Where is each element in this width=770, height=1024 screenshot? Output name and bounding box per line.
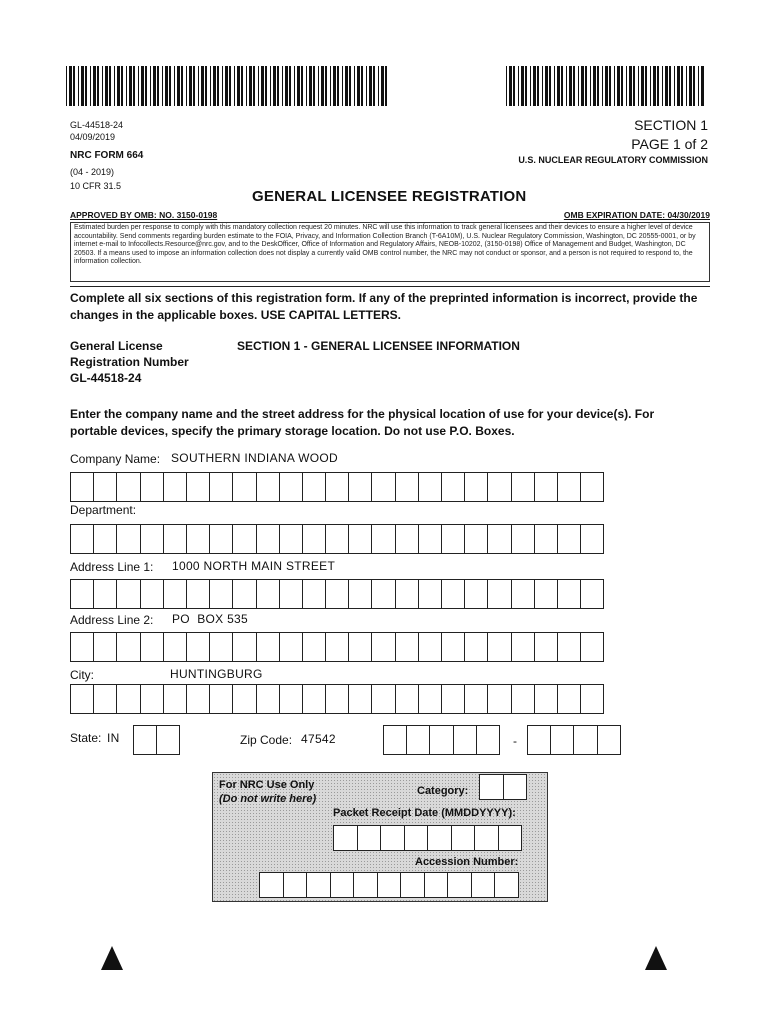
character-box[interactable] (325, 524, 349, 554)
character-box[interactable] (163, 579, 187, 609)
do-not-write-label: (Do not write here) (219, 793, 317, 805)
character-box (471, 872, 496, 898)
character-box[interactable] (453, 725, 477, 755)
character-box (498, 825, 523, 851)
alignment-triangle-right (645, 946, 667, 970)
character-box[interactable] (406, 725, 430, 755)
character-box[interactable] (279, 472, 303, 502)
zip-code-input[interactable] (383, 725, 500, 755)
character-box[interactable] (580, 524, 604, 554)
character-box[interactable] (534, 524, 558, 554)
address-instructions: Enter the company name and the street address for the physical location of use for your device(s). For portable devices, specify the primary storage location. Do not use P.O. Boxes. (70, 407, 655, 438)
character-box[interactable] (232, 472, 256, 502)
character-box[interactable] (441, 684, 465, 714)
barcode-right (506, 66, 704, 106)
character-box[interactable] (302, 632, 326, 662)
character-box[interactable] (371, 524, 395, 554)
character-box (306, 872, 331, 898)
character-box[interactable] (371, 472, 395, 502)
character-box[interactable] (395, 632, 419, 662)
alignment-triangle-left (101, 946, 123, 970)
character-box (494, 872, 519, 898)
character-box[interactable] (209, 632, 233, 662)
character-box[interactable] (511, 472, 535, 502)
character-box (353, 872, 378, 898)
character-box[interactable] (93, 524, 117, 554)
character-box[interactable] (418, 579, 442, 609)
address-line2-value: PO BOX 535 (172, 612, 249, 626)
document-id: GL-44518-24 (70, 120, 124, 130)
character-box[interactable] (487, 524, 511, 554)
category-boxes (479, 774, 527, 800)
character-box[interactable] (116, 524, 140, 554)
character-box[interactable] (464, 472, 488, 502)
character-box[interactable] (395, 524, 419, 554)
character-box[interactable] (302, 472, 326, 502)
character-box[interactable] (325, 472, 349, 502)
character-box[interactable] (511, 684, 535, 714)
character-box[interactable] (70, 524, 94, 554)
character-box[interactable] (140, 579, 164, 609)
barcode-left (66, 66, 388, 106)
character-box[interactable] (163, 684, 187, 714)
burden-notice-text: Estimated burden per response to comply with this mandatory collection request 20 minutes. NRC will use this information to track general licensees and their devices to ensure a higher level of device accountability. Send comments regarding burden estimate to the FOIA, Privacy, and Information Collection Branch (T-6A10M), U.S. Nuclear Regulatory Commission, Washington, DC 20555-0001, or by internet e-mail to Infocollects.Resource@nrc.gov, and to the DeskOfficer, Office of Information and Regulatory Affairs, NEOB-10202, (3150-0198) Office of Management and Budget, Washington, DC 20503. If a means used to impose an information collection does not display a currently valid OMB control number, the NRC may not conduct or sponsor, and a person is not required to respond to, the information collection. (74, 224, 696, 266)
nrc-use-only-panel (212, 772, 548, 902)
character-box[interactable] (302, 579, 326, 609)
character-box[interactable] (93, 632, 117, 662)
character-box[interactable] (156, 725, 180, 755)
character-box[interactable] (511, 632, 535, 662)
state-label: State: (70, 731, 102, 745)
accession-number-label: Accession Number: (415, 856, 519, 868)
character-box[interactable] (325, 632, 349, 662)
city-label: City: (70, 668, 94, 682)
character-box[interactable] (325, 684, 349, 714)
department-input[interactable] (70, 524, 604, 554)
state-input[interactable] (133, 725, 180, 755)
character-box[interactable] (93, 472, 117, 502)
character-box[interactable] (116, 632, 140, 662)
character-box[interactable] (371, 632, 395, 662)
character-box[interactable] (133, 725, 157, 755)
form-revision: (04 - 2019) (70, 167, 115, 177)
character-box[interactable] (557, 472, 581, 502)
character-box[interactable] (232, 579, 256, 609)
character-box (474, 825, 499, 851)
packet-receipt-date-label: Packet Receipt Date (MMDDYYYY): (333, 807, 516, 819)
zip-plus4-input[interactable] (527, 725, 621, 755)
character-box[interactable] (418, 684, 442, 714)
city-input[interactable] (70, 684, 604, 714)
state-value: IN (107, 731, 120, 745)
character-box (479, 774, 504, 800)
character-box (357, 825, 382, 851)
character-box[interactable] (395, 684, 419, 714)
character-box[interactable] (302, 684, 326, 714)
section-heading: SECTION 1 - GENERAL LICENSEE INFORMATION (237, 339, 520, 353)
character-box[interactable] (441, 632, 465, 662)
registration-label-line2: Registration Number (70, 355, 189, 369)
character-box[interactable] (534, 472, 558, 502)
character-box[interactable] (186, 579, 210, 609)
character-box[interactable] (534, 579, 558, 609)
character-box[interactable] (511, 579, 535, 609)
character-box[interactable] (140, 684, 164, 714)
category-label: Category: (417, 785, 469, 797)
omb-approval: APPROVED BY OMB: NO. 3150-0198 (70, 210, 218, 220)
character-box[interactable] (209, 684, 233, 714)
character-box[interactable] (371, 684, 395, 714)
character-box[interactable] (209, 524, 233, 554)
character-box (503, 774, 528, 800)
character-box[interactable] (487, 684, 511, 714)
character-box[interactable] (395, 579, 419, 609)
zip-label: Zip Code: (240, 733, 293, 747)
character-box (447, 872, 472, 898)
character-box (424, 872, 449, 898)
character-box[interactable] (256, 632, 280, 662)
character-box[interactable] (527, 725, 551, 755)
character-box[interactable] (256, 684, 280, 714)
character-box[interactable] (395, 472, 419, 502)
character-box[interactable] (140, 472, 164, 502)
cfr-reference: 10 CFR 31.5 (70, 181, 122, 191)
character-box[interactable] (209, 472, 233, 502)
address-line1-label: Address Line 1: (70, 560, 154, 574)
character-box (380, 825, 405, 851)
character-box[interactable] (487, 472, 511, 502)
character-box[interactable] (279, 632, 303, 662)
company-name-value: SOUTHERN INDIANA WOOD (171, 451, 338, 465)
character-box[interactable] (476, 725, 500, 755)
character-box[interactable] (209, 579, 233, 609)
form-name: NRC FORM 664 (70, 150, 144, 161)
character-box[interactable] (116, 579, 140, 609)
character-box[interactable] (597, 725, 621, 755)
character-box[interactable] (573, 725, 597, 755)
character-box[interactable] (279, 684, 303, 714)
form-instructions: Complete all six sections of this registration form. If any of the preprinted information is incorrect, provide the changes in the applicable boxes. USE CAPITAL LETTERS. (70, 291, 698, 322)
character-box[interactable] (163, 472, 187, 502)
character-box[interactable] (464, 632, 488, 662)
character-box[interactable] (441, 524, 465, 554)
character-box[interactable] (140, 524, 164, 554)
character-box (333, 825, 358, 851)
character-box[interactable] (418, 524, 442, 554)
packet-receipt-date-boxes (333, 825, 522, 851)
address-line1-input[interactable] (70, 579, 604, 609)
character-box[interactable] (580, 579, 604, 609)
character-box[interactable] (256, 524, 280, 554)
character-box[interactable] (70, 632, 94, 662)
registration-number: GL-44518-24 (70, 371, 142, 385)
company-name-label: Company Name: (70, 452, 161, 466)
character-box[interactable] (302, 524, 326, 554)
character-box[interactable] (534, 684, 558, 714)
character-box (404, 825, 429, 851)
character-box (451, 825, 476, 851)
character-box[interactable] (70, 684, 94, 714)
character-box[interactable] (232, 632, 256, 662)
nrc-use-only-label: For NRC Use Only (219, 779, 315, 791)
character-box[interactable] (93, 684, 117, 714)
character-box (283, 872, 308, 898)
character-box[interactable] (371, 579, 395, 609)
character-box[interactable] (348, 524, 372, 554)
zip-value: 47542 (301, 732, 336, 746)
page-number: PAGE 1 of 2 (631, 136, 708, 152)
character-box[interactable] (418, 472, 442, 502)
character-box[interactable] (256, 472, 280, 502)
character-box[interactable] (348, 684, 372, 714)
registration-block (70, 338, 189, 386)
character-box[interactable] (279, 524, 303, 554)
character-box[interactable] (441, 472, 465, 502)
character-box[interactable] (348, 472, 372, 502)
document-date: 04/09/2019 (70, 132, 116, 142)
character-box[interactable] (232, 684, 256, 714)
character-box (400, 872, 425, 898)
zip-dash: - (513, 734, 518, 748)
character-box[interactable] (163, 524, 187, 554)
character-box[interactable] (557, 579, 581, 609)
character-box[interactable] (550, 725, 574, 755)
burden-notice (70, 222, 710, 282)
character-box[interactable] (279, 579, 303, 609)
character-box[interactable] (557, 524, 581, 554)
character-box[interactable] (116, 684, 140, 714)
company-name-input[interactable] (70, 472, 604, 502)
character-box[interactable] (441, 579, 465, 609)
character-box[interactable] (557, 684, 581, 714)
city-value: HUNTINGBURG (170, 667, 263, 681)
character-box[interactable] (534, 632, 558, 662)
section-label: SECTION 1 (634, 117, 708, 133)
character-box[interactable] (487, 579, 511, 609)
character-box[interactable] (464, 684, 488, 714)
character-box (330, 872, 355, 898)
address-line2-input[interactable] (70, 632, 604, 662)
character-box (427, 825, 452, 851)
character-box[interactable] (186, 632, 210, 662)
character-box[interactable] (348, 579, 372, 609)
character-box[interactable] (186, 472, 210, 502)
character-box[interactable] (70, 472, 94, 502)
page-title: GENERAL LICENSEE REGISTRATION (252, 188, 527, 205)
character-box[interactable] (70, 579, 94, 609)
department-label: Department: (70, 503, 137, 517)
divider (70, 286, 710, 287)
character-box[interactable] (464, 524, 488, 554)
character-box[interactable] (325, 579, 349, 609)
character-box[interactable] (511, 524, 535, 554)
accession-number-boxes (259, 872, 519, 898)
character-box[interactable] (163, 632, 187, 662)
character-box[interactable] (418, 632, 442, 662)
character-box[interactable] (487, 632, 511, 662)
character-box[interactable] (348, 632, 372, 662)
character-box[interactable] (580, 632, 604, 662)
character-box[interactable] (580, 684, 604, 714)
address-line2-label: Address Line 2: (70, 613, 154, 627)
character-box[interactable] (93, 579, 117, 609)
character-box[interactable] (429, 725, 453, 755)
character-box[interactable] (580, 472, 604, 502)
character-box[interactable] (186, 684, 210, 714)
character-box[interactable] (464, 579, 488, 609)
character-box[interactable] (186, 524, 210, 554)
character-box[interactable] (557, 632, 581, 662)
character-box[interactable] (256, 579, 280, 609)
character-box (259, 872, 284, 898)
address-line1-value: 1000 NORTH MAIN STREET (172, 559, 336, 573)
character-box[interactable] (232, 524, 256, 554)
omb-expiration: OMB EXPIRATION DATE: 04/30/2019 (563, 210, 710, 220)
character-box[interactable] (140, 632, 164, 662)
character-box[interactable] (116, 472, 140, 502)
agency-name: U.S. NUCLEAR REGULATORY COMMISSION (518, 155, 708, 165)
registration-label-line1: General License (70, 339, 163, 353)
character-box[interactable] (383, 725, 407, 755)
character-box (377, 872, 402, 898)
